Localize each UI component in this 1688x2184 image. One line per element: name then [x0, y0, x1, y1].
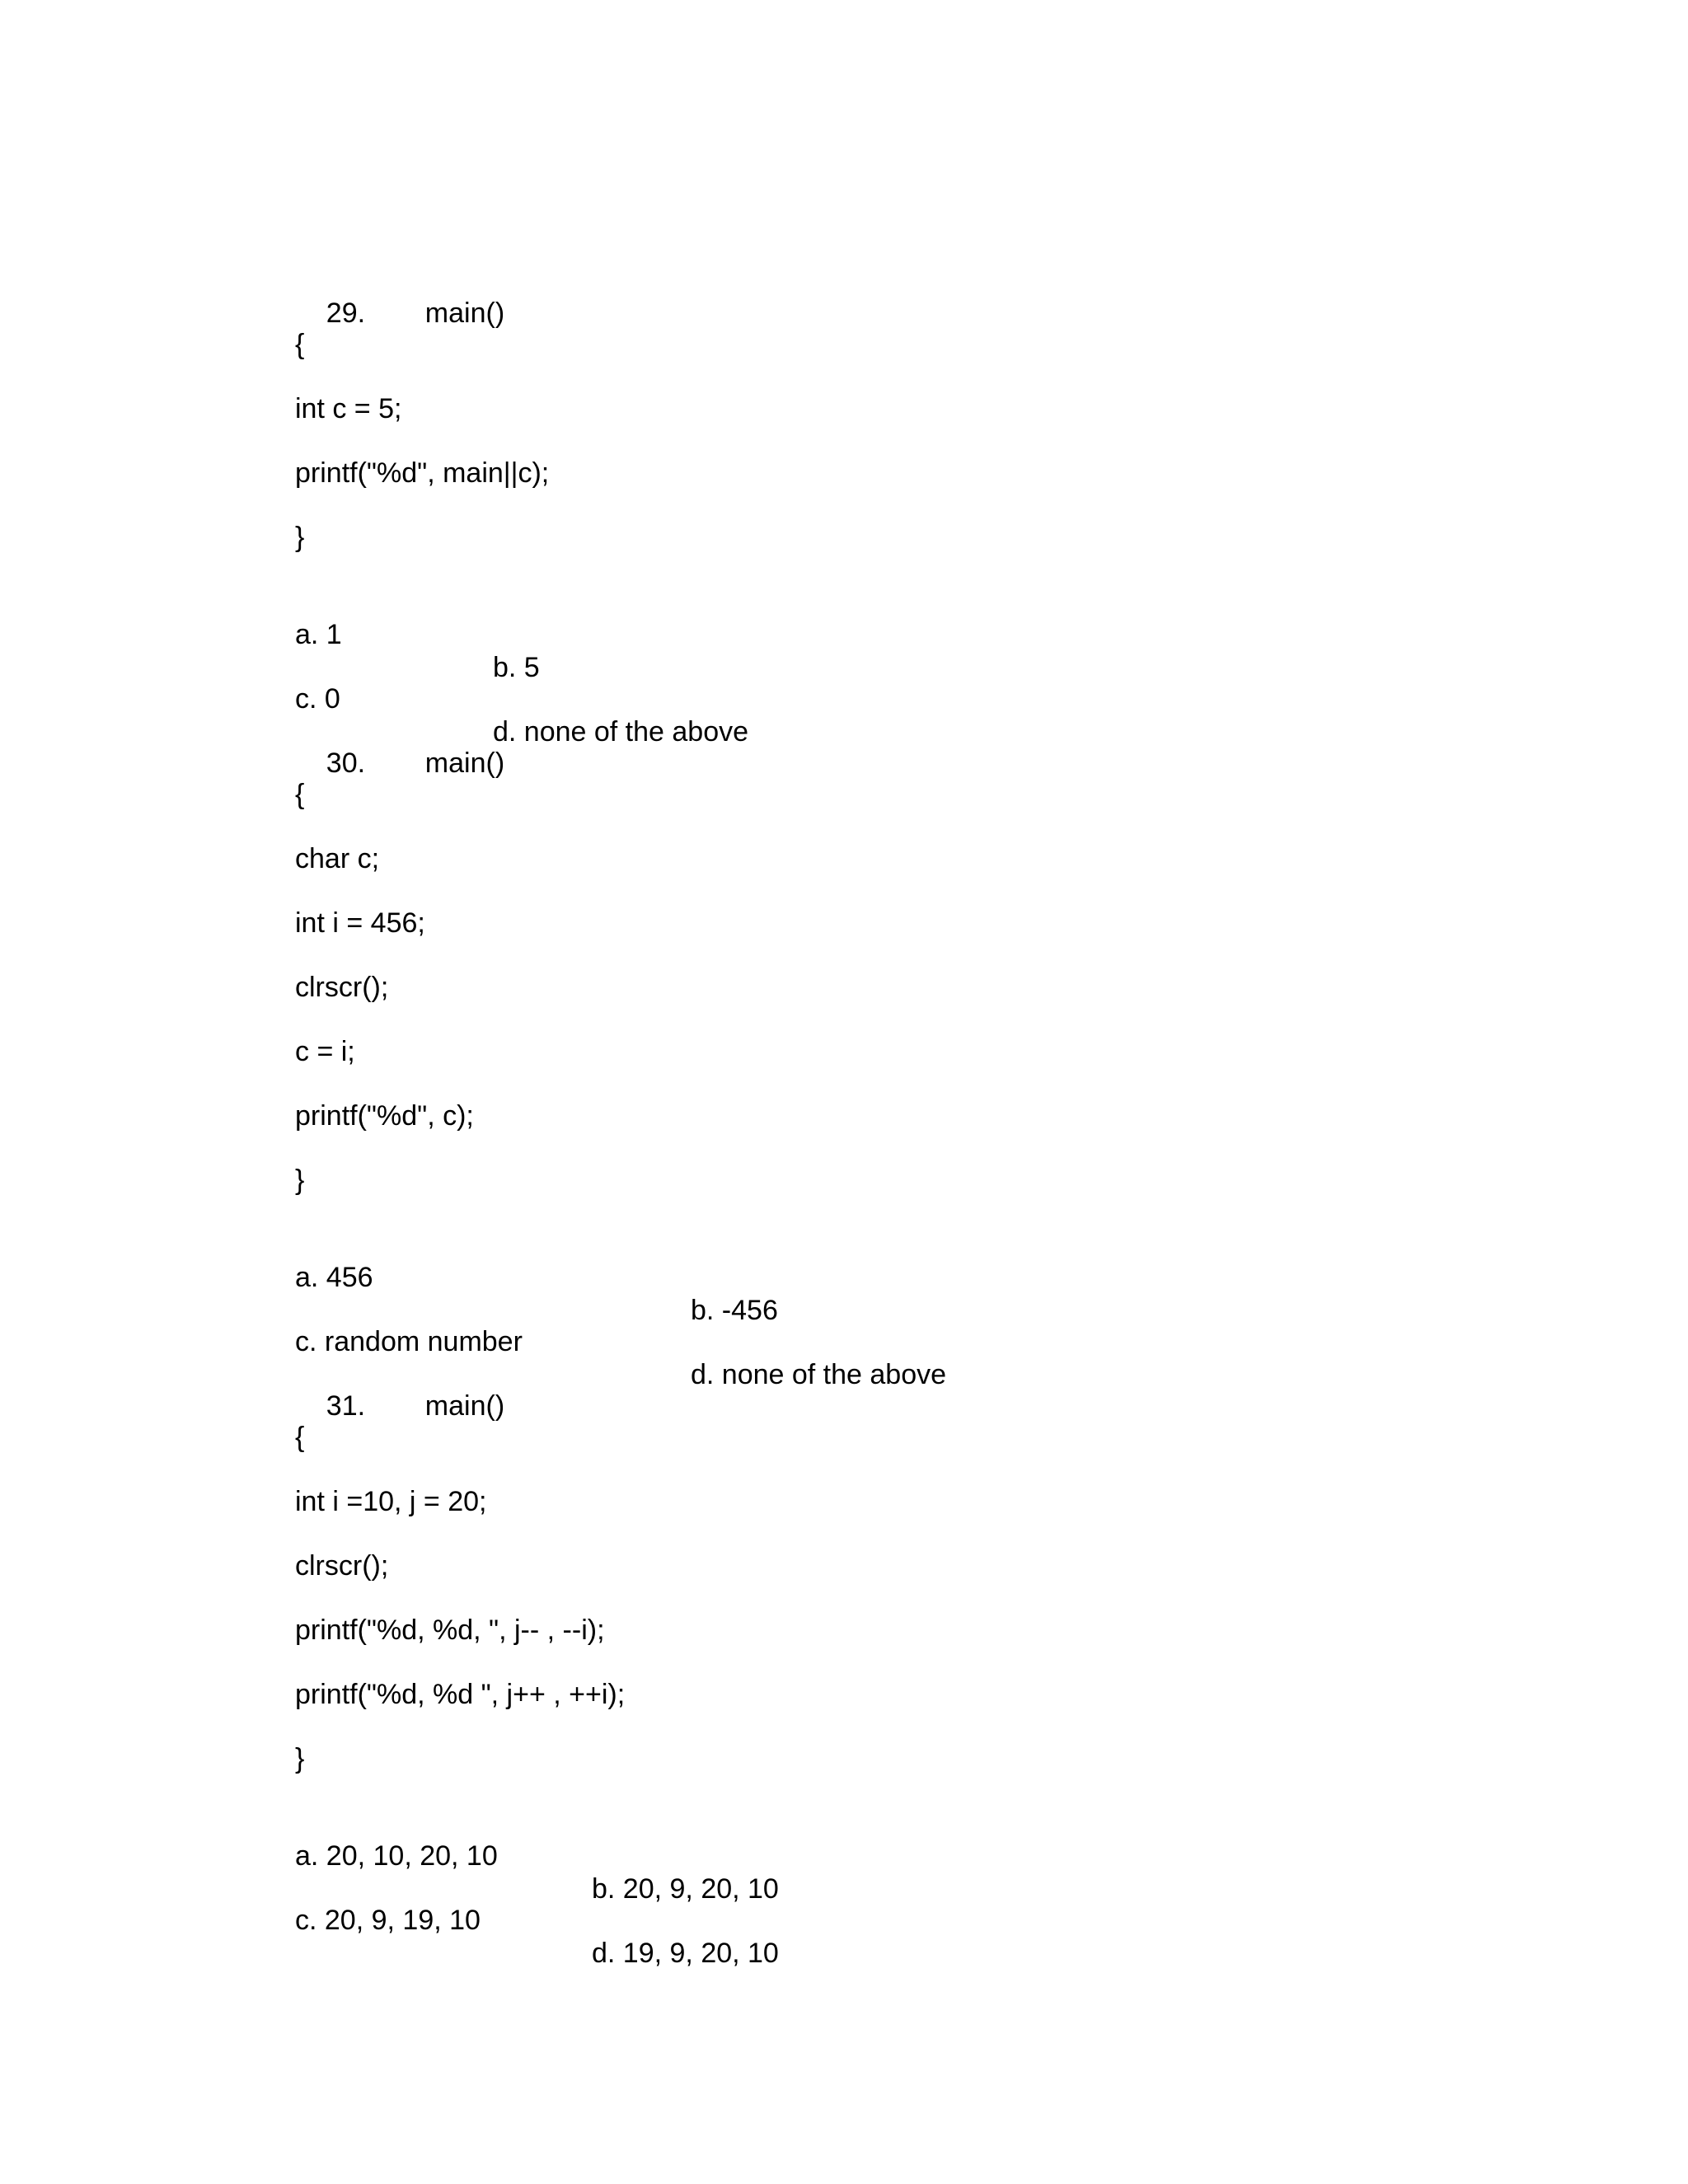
option-a: a. 20, 10, 20, 10 [295, 1840, 498, 1872]
option-b: b. 20, 9, 20, 10 [592, 1873, 779, 1905]
option-b: b. -456 [691, 1295, 778, 1326]
function-header: main() [424, 298, 505, 329]
code-line: } [295, 1165, 305, 1196]
code-line: printf("%d, %d, ", j-- , --i); [295, 1615, 605, 1646]
code-line: clrscr(); [295, 1550, 389, 1582]
code-line: c = i; [295, 1036, 355, 1067]
function-header: main() [424, 748, 505, 779]
option-c: c. 20, 9, 19, 10 [295, 1905, 481, 1936]
code-line: char c; [295, 843, 380, 874]
code-line: } [295, 522, 305, 553]
question-number: 31. [326, 1390, 366, 1422]
code-line: { [295, 779, 305, 810]
code-line: printf("%d, %d ", j++ , ++i); [295, 1679, 626, 1710]
option-d: d. none of the above [493, 716, 749, 748]
code-line: int i = 456; [295, 907, 425, 939]
question-number: 30. [326, 748, 366, 779]
code-line: } [295, 1743, 305, 1774]
option-a: a. 456 [295, 1262, 373, 1293]
code-line: int c = 5; [295, 393, 402, 424]
code-line: printf("%d", main||c); [295, 457, 550, 489]
code-line: { [295, 1422, 305, 1453]
code-line: clrscr(); [295, 972, 389, 1003]
code-line: printf("%d", c); [295, 1100, 474, 1132]
code-line: int i =10, j = 20; [295, 1486, 487, 1517]
option-c: c. random number [295, 1326, 523, 1357]
question-31-header [295, 1357, 504, 1455]
option-a: a. 1 [295, 619, 342, 650]
question-30-header [295, 714, 504, 813]
option-d: d. none of the above [691, 1359, 947, 1390]
option-b: b. 5 [493, 652, 540, 683]
option-d: d. 19, 9, 20, 10 [592, 1938, 779, 1969]
question-29-header [295, 264, 504, 363]
code-line: { [295, 329, 305, 360]
option-c: c. 0 [295, 683, 340, 715]
question-number: 29. [326, 298, 366, 329]
function-header: main() [424, 1390, 505, 1422]
